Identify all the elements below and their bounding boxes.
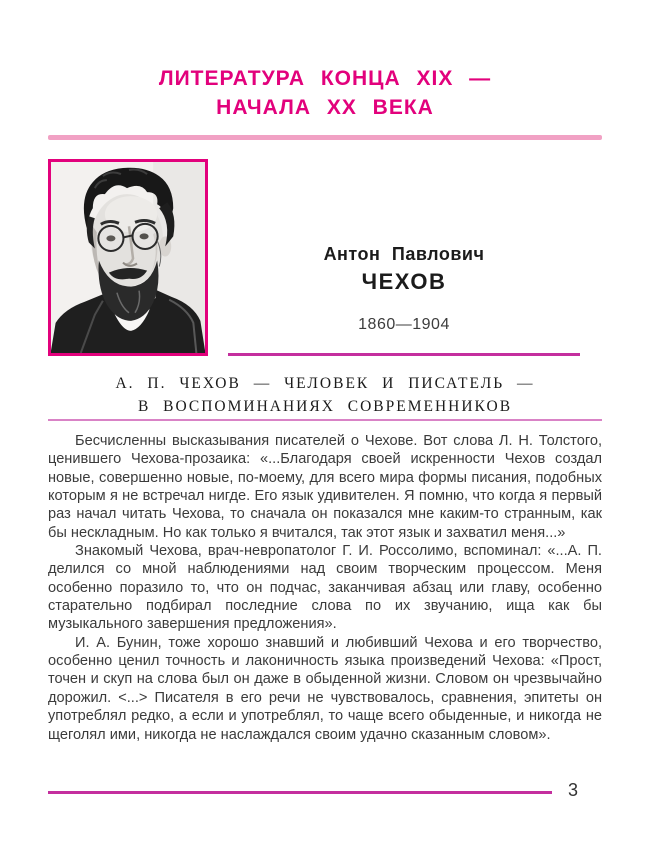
author-surname: ЧЕХОВ <box>361 269 447 294</box>
divider-thick-pink <box>48 135 602 140</box>
footer-divider <box>48 791 552 794</box>
divider-under-years <box>228 353 580 356</box>
paragraph-tolstoy-quote: Бесчисленны высказывания писателей о Чехове. Вот слова Л. Н. Толстого, ценившего Чехова-прозаика: «...Благодаря своей искренности Чехов создал новые, совершенно новые, по-моему, для всего мира формы писания, подобных которым я не встречал нигде. Его язык удивителен. Я помню, что когда я первый раз начал читать Чехова, то сначала он показался мне каким-то странным, как бы нескладным. Но как только я вчитался, так этот язык и захватил меня...» <box>48 433 602 541</box>
portrait-illustration <box>51 162 205 353</box>
chapter-title-line-1: ЛИТЕРАТУРА КОНЦА XIX — <box>158 67 492 90</box>
chekhov-portrait-photo <box>48 159 208 356</box>
chapter-title <box>0 64 650 122</box>
section-heading <box>48 372 602 418</box>
author-years: 1860—1904 <box>358 316 450 333</box>
page-number: 3 <box>567 780 578 800</box>
section-heading-line-1: А. П. ЧЕХОВ — ЧЕЛОВЕК И ПИСАТЕЛЬ — <box>115 375 535 392</box>
paragraph-rossolimo-quote: Знакомый Чехова, врач-невропатолог Г. И. Россолимо, вспоминал: «...А. П. делился со мной наблюдениями над своим творческим процессом. Меня особенно поразило то, что он подчас, заканчивая абзац или главу, особенно старательно подбирал последние слова по их звучанию, ища как бы музыкального завершения предложения». <box>48 543 602 633</box>
chapter-title-line-2: НАЧАЛА XX ВЕКА <box>216 96 434 119</box>
section-heading-line-2: В ВОСПОМИНАНИЯХ СОВРЕМЕННИКОВ <box>137 398 513 415</box>
author-block <box>228 159 580 356</box>
paragraph-bunin-quote: И. А. Бунин, тоже хорошо знавший и любивший Чехова и его творчество, особенно ценил точность и лаконичность языка произведений Чехова: «Прост, точен и скуп на слова был он даже в обыденной жизни. Словом он чрезвычайно дорожил. <...> Писателя в его речи не чувствовалось, сравнения, эпитеты он употреблял редко, а если и употреблял, то чаще всего обыденные, и никогда не щеголял ими, никогда не наслаждался своим удачно сказанным словом». <box>48 634 602 743</box>
body-text <box>48 432 602 744</box>
divider-under-heading <box>48 419 602 421</box>
author-name: Антон Павлович <box>323 244 485 264</box>
